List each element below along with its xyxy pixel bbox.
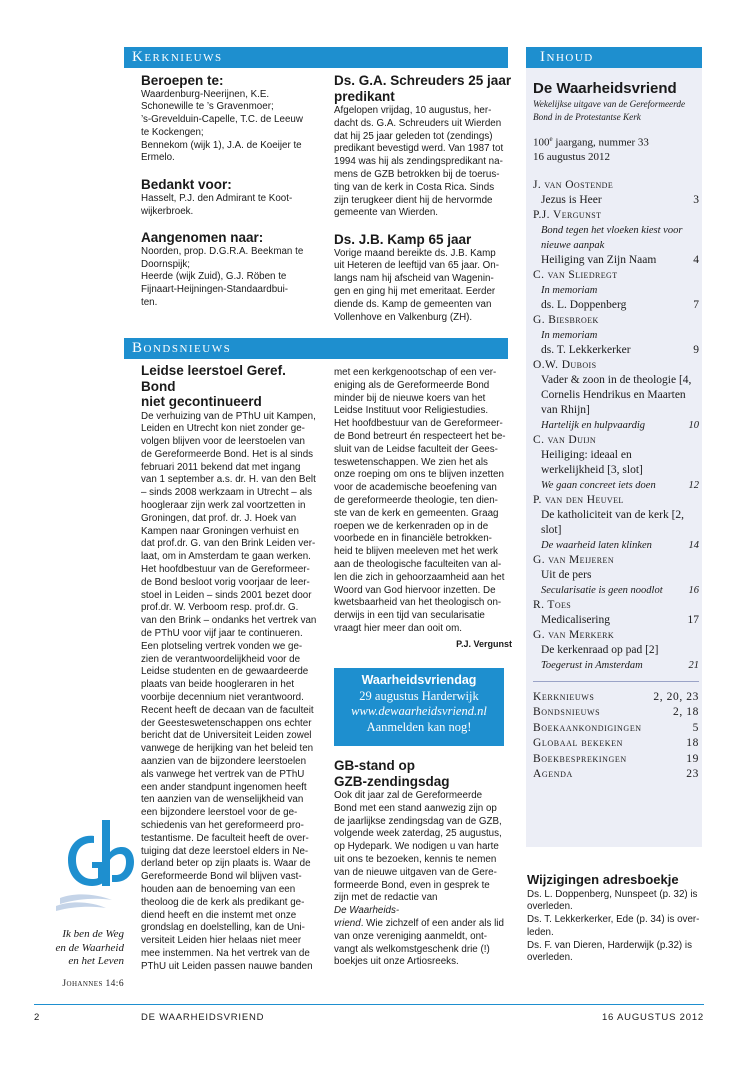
toc-item-title: Uit de pers	[541, 568, 592, 581]
text-line: de Bond besloot vorig voorjaar de leer-	[141, 576, 310, 588]
toc-author: C. van Duijn	[533, 433, 597, 446]
text-line: diende ds. Kamp de gemeenten van	[334, 298, 492, 310]
text-line: aanzien van de bijzondere leerstoelen	[141, 756, 307, 768]
leerstoel-heading-2: niet gecontinueerd	[141, 394, 262, 409]
text-line: gemeente van Wierden.	[334, 207, 439, 219]
text-line: zijn met de redactie van	[334, 892, 438, 904]
toc-item-page: 7	[693, 298, 699, 311]
toc-section-pages: 5	[692, 721, 699, 734]
toc-item[interactable]	[533, 568, 699, 583]
text-line: Een plotseling vertrek vonden we ge-	[141, 640, 303, 652]
text-line: versiteit Leiden hier helaas niet meer	[141, 935, 302, 947]
text-line: – sinds 2008 werkzaam in Utrecht – als	[141, 487, 312, 499]
kamp-text	[334, 248, 512, 325]
toc-section-pages: 19	[686, 752, 699, 765]
toc-author: G. van Merkerk	[533, 628, 615, 641]
text-line: ’s-Grevelduin-Capelle, T.C. de Leeuw	[141, 114, 303, 126]
text-line: zien de verantwoordelijkheid voor de	[141, 653, 301, 665]
text-line: gen en ging hij met emeritaat. Eerder	[334, 286, 496, 298]
gb-stand-text-before	[334, 790, 512, 905]
toc-rubric: In memoriam	[541, 329, 598, 341]
toc-section-pages: 2, 18	[673, 706, 699, 719]
text-line: en de Waarheid	[55, 941, 124, 954]
text-line: eniging als de Gereformeerde Bond	[334, 379, 490, 391]
leerstoel-text-1	[141, 411, 321, 974]
text-line: de jaarlijkse zendingsdag van de GZB,	[334, 815, 502, 827]
text-line: te Kockengen;	[141, 126, 204, 138]
gb-stand-italic-line-2: vriend. Wie zichzelf of een ander als lid	[334, 917, 504, 929]
text-line: op Hydepark. We nodigen u van harte	[334, 841, 499, 853]
text-line: voor de academische beoefening van	[334, 482, 497, 494]
schreuders-text	[334, 105, 512, 220]
leerstoel-heading: Leidse leerstoel Geref. Bond	[141, 363, 286, 394]
toc-section-name: Globaal bekeken	[533, 737, 623, 750]
gereformeerde-bond-logo	[56, 812, 136, 912]
ad-date: 29 augustus Harderwijk	[359, 688, 479, 703]
waarheidsvriendag-ad	[334, 668, 504, 746]
text-line: Woord van God hiervoor inzetten. De	[334, 584, 496, 596]
kamp-heading: Ds. J.B. Kamp 65 jaar	[334, 232, 472, 248]
toc-item-title: Secularisatie is geen noodlot	[541, 584, 663, 596]
text-line: schiedenis van het gereformeerd pro-	[141, 820, 304, 831]
text-line: Vollenhove en Valkenburg (ZH).	[334, 311, 473, 323]
issue-date: 16 augustus 2012	[533, 150, 610, 163]
text-line: Afgelopen vrijdag, 10 augustus, her-	[334, 105, 492, 116]
toc-section-pages: 2, 20, 23	[653, 690, 699, 703]
text-line: hoogleraar zijn werk zal voortzetten in	[141, 500, 306, 512]
text-line: als vanwege het vertrek van de PThU	[141, 768, 305, 780]
text-line: een bijzondere leerstoel voor de ge-	[141, 807, 298, 819]
aangenomen-heading: Aangenomen naar:	[141, 230, 264, 246]
magazine-title: De Waarheidsvriend	[533, 80, 677, 97]
text-line: leden.	[527, 926, 554, 938]
text-line: De verhuizing van de PThU uit Kampen,	[141, 410, 316, 422]
text-line: boekjes uit onze Artiosreeks.	[334, 956, 459, 968]
gb-stand-col	[334, 758, 512, 969]
text-line: uit ons te bezoeken, kennis te nemen	[334, 853, 497, 865]
toc-item-page: 10	[688, 419, 699, 431]
toc-sections	[533, 690, 699, 783]
gb-stand-heading: GB-stand op	[334, 758, 415, 773]
toc-author: G. van Meijeren	[533, 553, 615, 566]
text-line: teswetenschappen. We zien het als	[334, 456, 488, 468]
toc-item-page: 12	[688, 479, 699, 491]
kerknieuws-col-right	[334, 73, 512, 324]
text-line: Heerde (wijk Zuid), G.J. Röben te	[141, 271, 287, 283]
text-line: mee instemmen. Na het vertrek van de	[141, 947, 310, 959]
toc-rubric: Bond tegen het vloeken kiest voor nieuwe aanpak	[541, 224, 683, 251]
toc-author: G. Biesbroek	[533, 313, 599, 326]
toc-item[interactable]	[533, 193, 699, 208]
text-line: aan de theologische faculteiten van al-	[334, 558, 502, 570]
text-line: bericht dat de Universiteit Leiden zowel	[141, 730, 312, 742]
text-line: onze roeping om ons te blijven inzetten	[334, 469, 504, 481]
text-line: derwijs in een tijd van secularisatie	[334, 610, 485, 622]
wijzigingen-adresboekje	[527, 872, 705, 965]
toc-author: J. van Oostende	[533, 178, 614, 191]
text-line: de Bond betreurt én respecteert het be-	[334, 430, 506, 442]
toc-item-title: Vader & zoon in de theologie [4, Cornelis Hendrikus en Maarten van Rhijn]	[541, 373, 692, 416]
text-line: Ds. F. van Dieren, Harderwijk (p.32) is	[527, 939, 692, 951]
text-line: Schonewille te ’s Gravenmoer;	[141, 101, 274, 113]
text-line: houden aan de benoeming van een	[141, 883, 296, 895]
text-line: en het Leven	[68, 955, 124, 967]
text-line: langs nam hij afscheid van Wagenin-	[334, 273, 494, 285]
leerstoel-signature: P.J. Vergunst	[456, 638, 512, 649]
text-line: Kampen naar Groningen verhuist en	[141, 525, 299, 537]
text-line: der Geesteswetenschappen ons echter	[141, 717, 312, 729]
toc-item[interactable]	[533, 373, 699, 418]
leerstoel-text-2	[334, 367, 512, 636]
text-line: PThU uit Leiden passen nauwe banden	[141, 960, 313, 972]
schreuders-heading: Ds. G.A. Schreuders 25 jaar	[334, 73, 512, 88]
toc-item[interactable]	[533, 253, 699, 268]
toc-item-page: 4	[693, 253, 699, 266]
toc-section-pages: 23	[686, 768, 699, 781]
bedankt-text	[141, 193, 321, 219]
toc-section-name: Boekaankondigingen	[533, 721, 642, 734]
text-line: Bennekom (wijk 1), J.A. de Koeijer te	[141, 139, 302, 151]
toc-item-title: De kerkenraad op pad [2]	[541, 643, 659, 656]
schreuders-heading-2: predikant	[334, 88, 395, 104]
motto-reference: Johannes 14:6	[62, 979, 124, 989]
toc-item-title: Jezus is Heer	[541, 193, 602, 206]
text-line: Leidse studenten en de gewaardeerde	[141, 666, 309, 678]
toc-item[interactable]	[533, 538, 699, 553]
text-line: prof.dr. W. Verboom resp. prof.dr. G.	[141, 602, 299, 614]
text-line: theoloog die de kerk als predikant ge-	[141, 896, 305, 908]
toc-author: P. van den Heuvel	[533, 493, 624, 506]
text-line: formeerde Bond, even in gesprek te	[334, 879, 490, 891]
toc-section-pages: 18	[686, 737, 699, 750]
text-line: met een kerkgenootschap of een ver-	[334, 367, 497, 378]
text-line: Fijnaart-Heijningen-Standaardbui-	[141, 284, 289, 296]
text-line: Vorige maand bereikte ds. J.B. Kamp	[334, 247, 496, 259]
motto-text	[38, 928, 124, 969]
page-number: 2	[34, 1012, 41, 1023]
text-line: diend heeft en die instemt met onze	[141, 909, 297, 921]
inhoud-header: Inhoud	[526, 47, 702, 68]
toc-item-title: ds. L. Doppenberg	[541, 298, 627, 311]
bondsnieuws-header: Bondsnieuws	[124, 338, 508, 359]
text-line: van onze vereniging aanmeldt, ont-	[334, 930, 488, 942]
bedankt-heading: Bedankt voor:	[141, 177, 232, 193]
toc-item[interactable]	[533, 478, 699, 493]
toc-author: O.W. Dubois	[533, 358, 597, 371]
text-line: Het hoofdbestuur van de Gereformeer-	[141, 564, 310, 576]
text-line: uit Heteren de leeftijd van 65 jaar. On-	[334, 260, 500, 272]
text-line: ste van de kerk en gemeenten. Graag	[334, 507, 499, 519]
text-line: Noorden, prop. D.G.R.A. Beekman te	[141, 245, 304, 257]
toc-item-title: Heiliging: ideaal en werkelijkheid [3, slot]	[541, 448, 643, 476]
gb-stand-italic-line-1: De Waarheids-	[334, 905, 400, 917]
text-line: predikant bevestigd werd. Van 1987 tot	[334, 143, 504, 155]
text-line: een ander standpunt ingenomen heeft	[141, 781, 307, 793]
text-line: van de nieuwe uitgaven van de Gere-	[334, 866, 497, 878]
text-line: Groningen, dat prof. dr. J. Hoek van	[141, 512, 297, 524]
toc-section-name: Agenda	[533, 768, 573, 781]
toc-section[interactable]	[533, 752, 699, 768]
toc-item-page: 21	[688, 659, 699, 671]
toc-rubric: In memoriam	[541, 284, 598, 296]
kerknieuws-header: Kerknieuws	[124, 47, 508, 68]
toc-item-title: De katholiciteit van de kerk [2, slot]	[541, 508, 685, 536]
text-line: volgende week zaterdag, 25 augustus,	[334, 828, 502, 840]
text-line: overleden.	[527, 952, 573, 964]
text-line: van 1 september a.s. dr. H. van den Belt	[141, 474, 316, 486]
text-line: plaats van beide hoogleraren in het	[141, 679, 295, 691]
text-line: dacht ds. G.A. Schreuders uit Wierden	[334, 117, 502, 129]
text-line: de gereformeerde theologie, ten dien-	[334, 494, 498, 506]
toc-item-page: 14	[688, 539, 699, 551]
footer-publication: DE WAARHEIDSVRIEND	[141, 1012, 265, 1023]
toc-item[interactable]	[533, 343, 699, 358]
text-line: Hasselt, P.J. den Admirant te Koot-	[141, 192, 293, 204]
text-line: sluit van de Leidse faculteit der Gees-	[334, 443, 498, 455]
text-line: roepen we de kerkenraden op in de	[334, 520, 489, 532]
ad-url[interactable]: www.dewaarheidsvriend.nl	[351, 704, 487, 718]
toc-item[interactable]	[533, 448, 699, 478]
text-line: van den Brink – ondanks het vertrek van	[141, 615, 317, 627]
text-line: Recent heeft de decaan van de faculteit	[141, 704, 314, 716]
toc-item[interactable]	[533, 508, 699, 538]
text-line: Bond met een stand aanwezig zijn op	[334, 802, 497, 814]
text-line: tuiging dat deze leerstoel elders in Ne-	[141, 845, 309, 857]
toc-item[interactable]	[533, 298, 699, 313]
text-line: testantisme. De faculteit heeft de over-	[141, 832, 309, 844]
toc-item-title: Hartelijk en hulpvaardig	[541, 419, 646, 431]
toc-section[interactable]	[533, 690, 699, 706]
text-line: mens de GZB betrokken bij de toerus-	[334, 168, 500, 180]
toc-item-title: Toegerust in Amsterdam	[541, 659, 643, 671]
beroepen-text	[141, 89, 321, 166]
toc-item[interactable]	[533, 613, 699, 628]
toc-section[interactable]	[533, 736, 699, 752]
toc-section[interactable]	[533, 767, 699, 783]
kerknieuws-col-left	[141, 73, 321, 310]
text-line: derland beter op zijn plaats is. Waar de	[141, 858, 311, 870]
text-line: laat, om in Amsterdam te gaan werken.	[141, 551, 311, 563]
text-line: dat hij 25 jaar geleden tot (zendings)	[334, 130, 493, 142]
toc-section[interactable]	[533, 705, 699, 721]
leerstoel-col1	[141, 363, 321, 974]
text-line: ten aanzien van de wenselijkheid van	[141, 794, 304, 806]
toc-item[interactable]	[533, 643, 699, 658]
text-line: Leidse Instituut voor Religiestudies.	[334, 405, 489, 417]
toc-item-title: ds. T. Lekkerkerker	[541, 343, 631, 356]
toc-item-page: 3	[693, 193, 699, 206]
wijzigingen-text	[527, 889, 705, 966]
leerstoel-col2	[334, 367, 512, 651]
toc-item-title: We gaan concreet iets doen	[541, 479, 656, 491]
text-line: vangt als welkomstgeschenk drie (!)	[334, 943, 490, 955]
aangenomen-text	[141, 246, 321, 310]
toc-divider	[533, 681, 699, 682]
text-line: ten.	[141, 297, 158, 309]
toc-item-page: 9	[693, 343, 699, 356]
wijzigingen-heading: Wijzigingen adresboekje	[527, 872, 679, 887]
text-line: volgen blijven voor de leerstoelen van	[141, 436, 305, 448]
text-line: heid te blijven meeleven met het werk	[334, 546, 498, 558]
toc-item-page: 16	[688, 584, 699, 596]
text-line: Gereformeerde Bond wil blijven vast-	[141, 871, 302, 883]
toc-item-title: Medicalisering	[541, 613, 610, 626]
text-line: Ds. L. Doppenberg, Nunspeet (p. 32) is	[527, 888, 698, 900]
text-line: de PThU voor vijf jaar te continueren.	[141, 628, 303, 640]
toc-author: R. Toes	[533, 598, 572, 611]
footer-date: 16 AUGUSTUS 2012	[601, 1012, 704, 1023]
ad-cta: Aanmelden kan nog!	[366, 719, 472, 734]
ad-title: Waarheidsvriendag	[361, 673, 477, 687]
text-line: Doornspijk;	[141, 258, 191, 270]
table-of-contents	[533, 78, 699, 783]
text-line: Leiden en Utrecht kon niet zonder ge-	[141, 423, 305, 435]
gb-stand-heading-2: GZB-zendingsdag	[334, 773, 450, 789]
toc-author: P.J. Vergunst	[533, 208, 602, 221]
text-line: wijkerbroek.	[141, 205, 194, 217]
toc-entries	[533, 178, 699, 673]
toc-item-title: De waarheid laten klinken	[541, 539, 652, 551]
toc-item-page: 17	[687, 613, 699, 626]
beroepen-heading: Beroepen te:	[141, 73, 224, 88]
toc-item[interactable]	[533, 418, 699, 433]
magazine-subtitle: Wekelijkse uitgave van de Gereformeerde Bond in de Protestantse Kerk	[533, 99, 686, 122]
text-line: Ook dit jaar zal de Gereformeerde	[334, 790, 483, 801]
text-line: voorbije decennium niet verantwoord.	[141, 692, 304, 704]
toc-item[interactable]	[533, 658, 699, 673]
text-line: Ik ben de Weg	[62, 928, 124, 940]
text-line: stoel in Leiden – sinds 2001 bezet door	[141, 589, 312, 601]
toc-section-name: Boekbesprekingen	[533, 752, 627, 765]
text-line: Ds. T. Lekkerkerker, Ede (p. 34) is over-	[527, 914, 700, 926]
toc-author: C. van Sliedregt	[533, 268, 618, 281]
text-line: minder bij de nieuwe koers van het	[334, 392, 486, 404]
gb-stand-text-after	[334, 931, 512, 969]
footer-rule	[34, 1004, 704, 1005]
text-line: 1994 was hij als zendingspredikant na-	[334, 156, 503, 168]
text-line: ting van de kerk in Costa Rica. Sinds	[334, 181, 495, 193]
text-line: februari 2011 bekend dat met ingang	[141, 461, 301, 473]
text-line: vraagt hier meer dan ooit om.	[334, 622, 462, 634]
toc-section-name: Bondsnieuws	[533, 706, 601, 719]
text-line: de Gereformeerde Bond. Het is al sinds	[141, 448, 314, 460]
text-line: zijn terugkeer dient hij de hervormde	[334, 194, 493, 206]
toc-item[interactable]	[533, 583, 699, 598]
text-line: overleden.	[527, 901, 573, 913]
toc-section-name: Kerknieuws	[533, 690, 595, 703]
toc-item-title: Heiliging van Zijn Naam	[541, 253, 657, 266]
issue-volume: 100e jaargang, nummer 33	[533, 135, 649, 149]
text-line: Het hoofdbestuur van de Gereformeer-	[334, 418, 503, 430]
text-line: kwetsbaarheid van het theologisch on-	[334, 597, 502, 609]
text-line: dat prof.dr. G. van den Brink Leiden ver-	[141, 538, 316, 550]
text-line: Waardenburg-Neerijnen, K.E.	[141, 88, 270, 100]
text-line: voorbede en in financiële betrokken-	[334, 533, 492, 545]
text-line: len die zich in gehoorzaamheid aan het	[334, 571, 505, 583]
text-line: Ermelo.	[141, 152, 175, 164]
text-line: vanwege de herijking van het beleid ten	[141, 743, 314, 755]
text-line: grondslag en doelstelling, kan de Uni-	[141, 922, 305, 934]
toc-section[interactable]	[533, 721, 699, 737]
